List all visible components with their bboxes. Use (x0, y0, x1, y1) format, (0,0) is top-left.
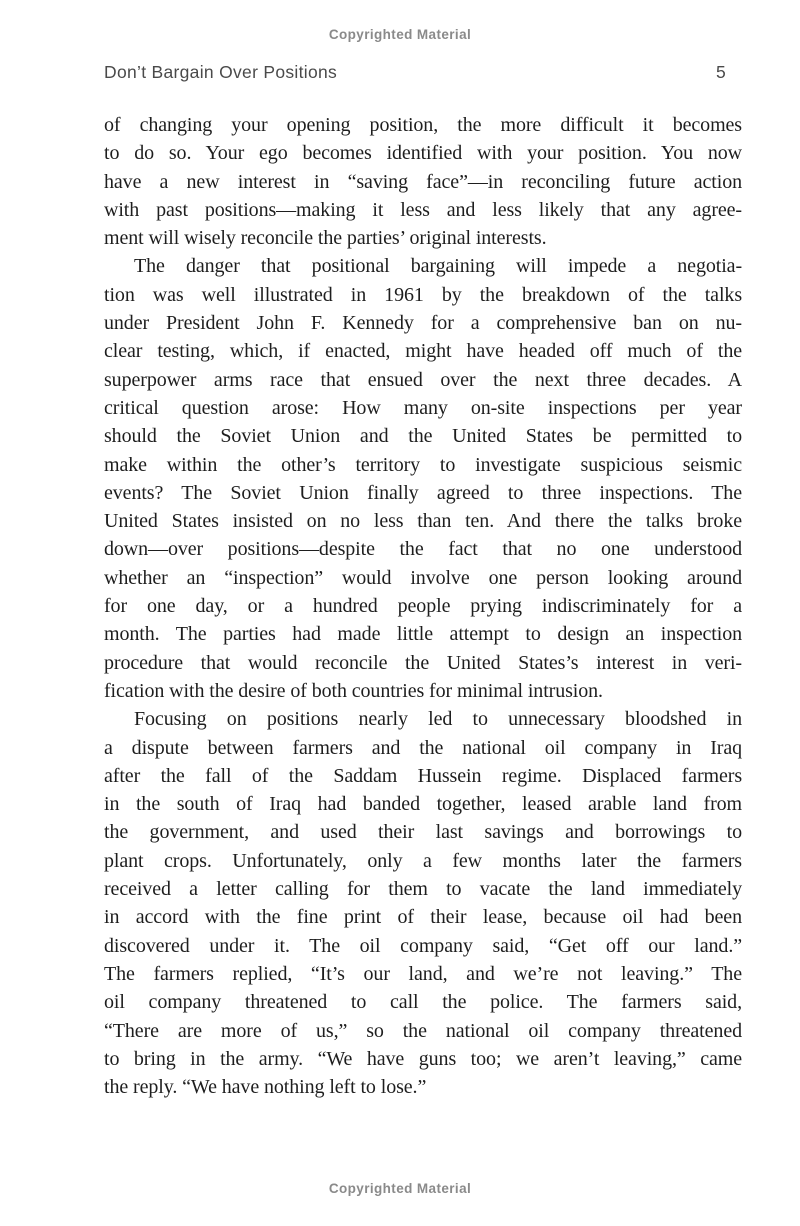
paragraph (104, 252, 742, 705)
text-line: under President John F. Kennedy for a comprehensive ban on nu- (104, 312, 742, 335)
text-line: the government, and used their last savings and borrowings to (104, 821, 742, 844)
text-line: oil company threatened to call the police. The farmers said, (104, 991, 742, 1014)
body-text (104, 111, 742, 1101)
paragraph (104, 705, 742, 1101)
text-line: to bring in the army. “We have guns too; we aren’t leaving,” came (104, 1047, 742, 1070)
running-header (104, 62, 726, 83)
text-line: should the Soviet Union and the United States be permitted to (104, 425, 742, 448)
text-line: clear testing, which, if enacted, might have headed off much of the (104, 340, 742, 363)
text-line: tion was well illustrated in 1961 by the breakdown of the talks (104, 283, 742, 306)
paragraph (104, 111, 742, 252)
text-line: “There are more of us,” so the national oil company threatened (104, 1019, 742, 1042)
text-line: ment will wisely reconcile the parties’ original interests. (104, 227, 547, 250)
text-line: whether an “inspection” would involve one person looking around (104, 566, 742, 589)
text-line: with past positions—making it less and less likely that any agree- (104, 198, 742, 221)
text-line: after the fall of the Saddam Hussein regime. Displaced farmers (104, 764, 742, 787)
text-line: for one day, or a hundred people prying indiscriminately for a (104, 595, 742, 618)
text-line: in the south of Iraq had banded together, leased arable land from (104, 793, 742, 816)
copyright-notice-top: Copyrighted Material (328, 27, 472, 42)
text-line: month. The parties had made little attempt to design an inspection (104, 623, 742, 646)
text-line: events? The Soviet Union finally agreed to three inspections. The (104, 481, 742, 504)
text-line: The danger that positional bargaining will impede a negotia- (134, 255, 742, 278)
text-line: to do so. Your ego becomes identified with your position. You now (104, 142, 742, 165)
text-line: fication with the desire of both countries for minimal intrusion. (104, 679, 603, 702)
copyright-notice-bottom: Copyrighted Material (328, 1181, 472, 1196)
text-line: have a new interest in “saving face”—in reconciling future action (104, 170, 742, 193)
text-line: The farmers replied, “It’s our land, and we’re not leaving.” The (104, 962, 742, 985)
text-line: plant crops. Unfortunately, only a few months later the farmers (104, 849, 742, 872)
text-line: the reply. “We have nothing left to lose.” (104, 1076, 427, 1099)
text-line: Focusing on positions nearly led to unnecessary bloodshed in (134, 708, 742, 731)
text-line: a dispute between farmers and the national oil company in Iraq (104, 736, 742, 759)
text-line: received a letter calling for them to vacate the land immediately (104, 878, 742, 901)
text-line: of changing your opening position, the more difficult it becomes (104, 114, 742, 136)
text-line: procedure that would reconcile the United States’s interest in veri- (104, 651, 742, 674)
text-line: make within the other’s territory to investigate suspicious seismic (104, 453, 742, 476)
chapter-title: Don’t Bargain Over Positions (104, 62, 338, 82)
text-line: down—over positions—despite the fact that no one understood (104, 538, 742, 561)
text-line: superpower arms race that ensued over the next three decades. A (104, 368, 742, 391)
text-line: United States insisted on no less than ten. And there the talks broke (104, 510, 742, 533)
text-line: in accord with the fine print of their lease, because oil had been (104, 906, 742, 929)
text-line: discovered under it. The oil company said, “Get off our land.” (104, 934, 742, 957)
page-number: 5 (715, 62, 726, 82)
text-line: critical question arose: How many on-site inspections per year (104, 396, 742, 419)
